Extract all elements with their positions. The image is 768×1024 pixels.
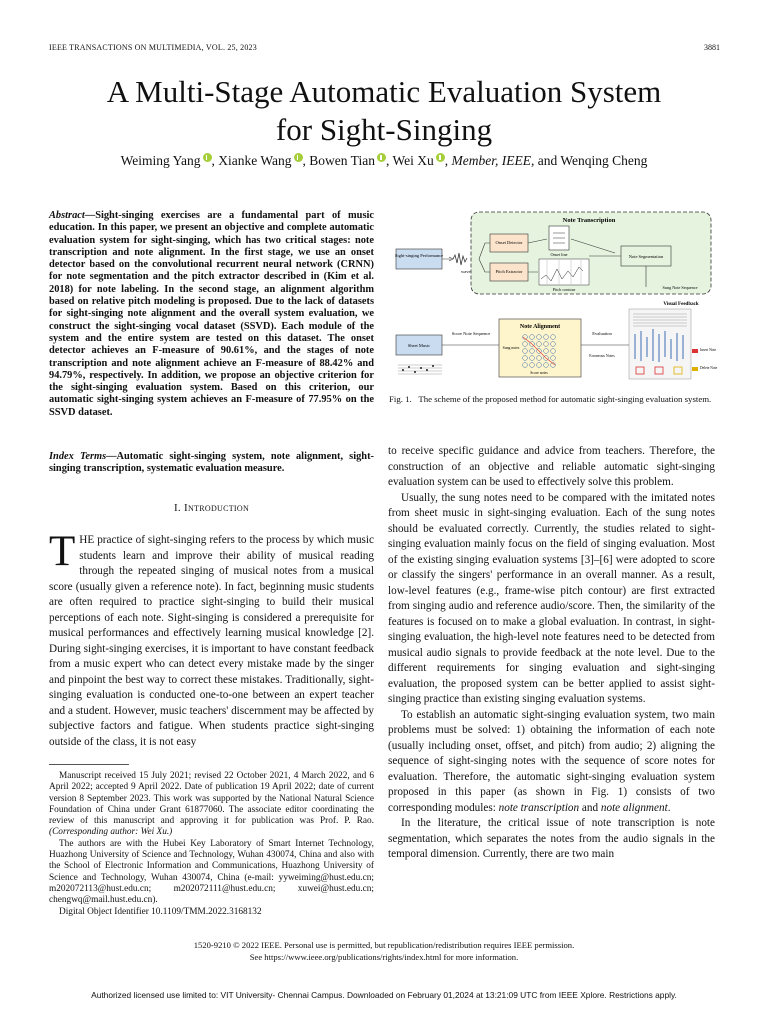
erroneous-notes-label: Erroneous Notes (589, 354, 615, 358)
abstract-text: —Sight-singing exercises are a fundamental part of music education. In this paper, we present an objective and complete automatic evaluation system for sight-singing, which has two critical stages: note transcription and note alignment. In the first stage, we use an onset detector based on the convolutional recurrent neural network (CRNN) for note segmentation and the pitch extractor described in (Kim et al. 2018) for note labeling. In the second stage, an alignment algorithm based on relative pitch modeling is proposed. Due to the lack of datasets for sight-singing note alignment and the overall system evaluation, we construct the sight-singing vocal dataset (SSVD). Each module of the system and the entire system are tested on this dataset. The onset detector achieves an F-measure of 90.61%, and the stages of note transcription and note alignment achieve an F-measure of 88.42% and 94.79%, respectively. In addition, we propose an objective criterion for the sight-singing evaluation system. Based on this criterion, our automatic sight-singing system achieves an F-measure of 77.95% on the SSVD dataset. (49, 210, 374, 418)
figure-1 (389, 209, 717, 411)
intro-paragraph-text: HE practice of sight-singing refers to the process by which music students learn and improve their ability of musical reading through the repeated singing of musical notes from a musical score (usually given a reference note). In fact, beginning music students are often required to practice sight-singing to build their musical perceptions of each note. Sight-singing is considered a prerequisite for musical performances and effectively learning musical knowledge [2]. During sight-singing exercises, it is important to have constant feedback from a music expert who can detect every mistake made by the singer and pinpoint the best way to correct these mistakes. Traditionally, sight-singing evaluation is conducted one-to-one between an expert teacher and a student. However, music teachers' discernment may be affected by subjective factors and fatigue. When students practice sight-singing outside of the class, it is not easy (49, 534, 374, 748)
author-name[interactable]: Xianke Wang (218, 153, 292, 168)
sheet-notes-icon (402, 365, 434, 373)
onset-line-label: Onset line (550, 252, 568, 257)
section-number: I. (173, 502, 181, 514)
paragraph-text: . (667, 801, 671, 814)
wave-label: wave (461, 269, 471, 274)
emphasis-text: note transcription (498, 801, 580, 814)
paragraph (388, 708, 715, 817)
author-name[interactable]: Bowen Tian (309, 153, 375, 168)
footnote-manuscript-text: Manuscript received 15 July 2021; revised 22 October 2021, 4 March 2022, and 6 April 2022; accepted 9 April 2022. Date of publication 19 April 2022; date of current version 8 September 2023. This work was supported by the National Natural Science Foundation of China under Grant 61877060. The associate editor coordinating the review of this manuscript and approving it for publication was Prof. P. Rao. (49, 771, 374, 827)
author-list: Weiming Yang , Xianke Wang , Bowen Tian , Wei Xu , Member, IEEE, and Wenqing Cheng (120, 153, 648, 168)
index-terms-lead: Index Terms (49, 451, 107, 462)
insert-note-label: Insert Note (700, 348, 717, 352)
orcid-icon[interactable] (377, 153, 386, 162)
waveform-icon (453, 253, 467, 265)
title-line-1: A Multi-Stage Automatic Evaluation System (106, 74, 662, 109)
footnote-manuscript (49, 771, 374, 839)
paragraph: Usually, the sung notes need to be compared with the imitated notes from sheet music in sight-singing evaluation. Each of the sung notes should be evaluated correctly. Currently, the studies related to sight-singing evaluation mainly focus on the field of singing evaluation. Most of the existing singing evaluation systems [3]–[6] were adopted to score or classify the singers' performance in an overall manner. As a result, low-level features (e.g., frame-wise pitch contour) are first extracted from singing audio and reference audio/score. Then, the similarity of the features is focused on to make a global evaluation. In contrast, in sight-singing evaluation, the high-level note features need to be detected from musical audio signals to provide feedback at the note level. Due to the different requirements for singing evaluation and sight-singing evaluation, the proposed system can be better applied to assist sight-singing practice than existing singing evaluation systems. (388, 491, 715, 705)
section-heading (49, 502, 374, 514)
right-column-text (388, 444, 715, 863)
note-alignment-label: Note Alignment (519, 324, 561, 330)
delete-note-label: Delete Note (700, 366, 717, 370)
scheme-diagram (389, 209, 717, 389)
onset-detector-label: Onset Detector (495, 240, 523, 245)
abstract (49, 210, 374, 419)
figure-caption (389, 394, 717, 406)
intro-paragraph (49, 528, 374, 750)
page-number: 3881 (704, 43, 720, 52)
sung-notes-label: Sung notes (502, 346, 520, 350)
index-terms (49, 451, 374, 476)
sheet-music-label: Sheet Music (407, 343, 431, 348)
abstract-lead: Abstract (49, 210, 85, 221)
footnote-doi: Digital Object Identifier 10.1109/TMM.2022.3168132 (59, 906, 262, 917)
caption-label: Fig. 1. (389, 394, 412, 404)
author-name[interactable]: Weiming Yang (120, 153, 201, 168)
paragraph: In the literature, the critical issue of note transcription is note segmentation, which separates the notes from the audio signals in the temporal dimension. Currently, there are two main (388, 817, 715, 860)
evaluation-label: Evaluation (592, 331, 612, 336)
footnote-affiliation: The authors are with the Hubei Key Laboratory of Smart Internet Technology, Huazhong University of Science and Technology, Wuhan 430074, China and also with the School of Electronic Information and Communications, Huazhong University of Science and Technology, Wuhan 430074, China (e-mail: yyweiming@hust.edu.cn; m202072113@hust.edu.cn; m202072111@hust.edu.cn; xuwei@hust.edu.cn; chengwq@mail.hust.edu.cn). (49, 838, 374, 906)
copyright-line-2[interactable]: See https://www.ieee.org/publications/rights/index.html for more information. (249, 951, 519, 962)
arrow (442, 257, 453, 261)
corresponding-author: (Corresponding author: Wei Xu.) (49, 827, 173, 838)
paper-title (0, 73, 768, 149)
score-notes-label: Score notes (530, 371, 548, 375)
note-transcription-box (471, 212, 711, 294)
paragraph-text: and (579, 801, 601, 814)
insert-note-legend-icon (692, 349, 698, 353)
note-transcription-label: Note Transcription (562, 217, 616, 224)
footnote-rule (49, 764, 129, 765)
author-name[interactable]: Wei Xu (392, 153, 434, 168)
journal-header: IEEE TRANSACTIONS ON MULTIMEDIA, VOL. 25, 2023 (49, 43, 257, 52)
author-conjunction: and (537, 153, 558, 168)
title-line-2: for Sight-Singing (275, 112, 493, 147)
orcid-icon[interactable] (203, 153, 212, 162)
paragraph: to receive specific guidance and advice from teachers. Therefore, the construction of an objective and reliable automatic sight-singing evaluation system can be used to effectively solve this problem. (388, 445, 715, 488)
authorized-use-notice: Authorized licensed use limited to: VIT University- Chennai Campus. Downloaded on February 01,2024 at 13:21:09 UTC from IEEE Xplore. Restrictions apply. (91, 990, 677, 1000)
score-note-sequence-label: Score Note Sequence (451, 331, 491, 336)
orcid-icon[interactable] (294, 153, 303, 162)
pitch-contour-plot (539, 259, 589, 285)
singing-performance-box (396, 249, 442, 269)
delete-note-legend-icon (692, 367, 698, 371)
author-name[interactable]: Wenqing Cheng (560, 153, 648, 168)
note-segmentation-label: Note Segmentation (628, 254, 664, 259)
emphasis-text: note alignment (600, 801, 668, 814)
pitch-contour-label: Pitch contour (552, 287, 576, 292)
section-title: Introduction (184, 502, 250, 514)
caption-text: The scheme of the proposed method for automatic sight-singing evaluation system. (418, 394, 712, 404)
sheet-staff-lines (398, 365, 442, 374)
intro-text (49, 522, 374, 761)
visual-feedback-label: Visual Feedback (663, 302, 699, 307)
singing-performance-label: Sight-singing Performance (394, 253, 444, 258)
drop-cap: T (49, 528, 76, 576)
copyright-notice (0, 940, 768, 963)
copyright-line-1: 1520-9210 © 2022 IEEE. Personal use is permitted, but republication/redistribution requires IEEE permission. (193, 940, 575, 950)
pitch-extractor-label: Pitch Extractor (495, 269, 523, 274)
sung-note-sequence-label: Sung Note Sequence (662, 285, 698, 290)
footnote (49, 771, 374, 918)
orcid-icon[interactable] (436, 153, 445, 162)
paragraph-text: To establish an automatic sight-singing evaluation system, two main problems must be solved: 1) obtaining the information of each note (usually including onset, offset, and pitch) from audio; 2) aligning the sequence of sight-singing notes with the sequence of score notes for evaluation. Therefore, the automatic sight-singing evaluation system proposed in this paper (as shown in Fig. 1) consists of two corresponding modules: (388, 708, 715, 814)
author-role: Member, IEEE, (451, 153, 535, 168)
index-terms-text: —Automatic sight-singing system, note alignment, sight-singing transcription, systematic evaluation measure. (49, 451, 374, 475)
